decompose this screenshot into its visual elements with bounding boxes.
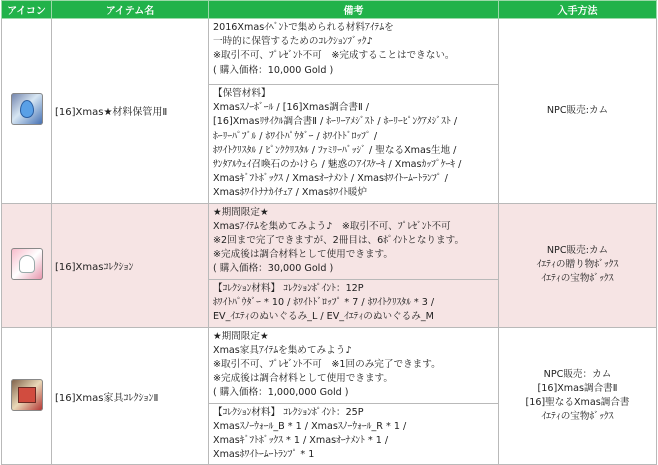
materials-line: Xmasﾎﾜｲﾄﾅﾅｶｲﾁｪｱ / Xmasﾎﾜｲﾄ暖炉 (213, 187, 368, 199)
materials-line: EV_ｲｴﾃｨのぬいぐるみ_L / EV_ｲｴﾃｨのぬいぐるみ_M (213, 311, 434, 323)
remarks-line: Xmasｱｲﾃﾑを集めてみよう♪ ※取引不可、ﾌﾟﾚｾﾞﾝﾄ不可 (213, 220, 451, 232)
method-line: NPC販売：カム (543, 369, 612, 381)
remarks-line: ★期間限定★ (213, 206, 269, 218)
materials-line: Xmasﾎﾜｲﾄｰﾑｰﾄﾗﾝﾌﾟ * 1 (213, 449, 315, 461)
remarks-summary (209, 19, 499, 85)
header-remarks: 備考 (209, 1, 499, 19)
remarks-line: Xmas家具ｱｲﾃﾑを集めてみよう♪ (213, 344, 352, 356)
item-name[interactable]: [16]Xmas★材料保管用Ⅱ (52, 19, 209, 204)
materials-line: Xmasｷﾞﾌﾄﾎﾞｯｸｽ * 1 / Xmasｵｰﾅﾒﾝﾄ * 1 / (213, 435, 389, 447)
remarks-line: ※取引不可、ﾌﾟﾚｾﾞﾝﾄ不可 ※完成することはできない。 (213, 50, 455, 62)
item-name[interactable]: [16]Xmas家具ｺﾚｸｼｮﾝⅡ (52, 327, 209, 465)
remarks-line: ※完成後は調合材料として使用できます。 (213, 373, 393, 385)
remarks-line: ( 購入価格：1,000,000 Gold ) (213, 387, 349, 399)
table-header-row (2, 1, 657, 19)
table-row (2, 19, 657, 85)
remarks-line: 2016Xmasｲﾍﾞﾝﾄで集められる材料ｱｲﾃﾑを (213, 22, 394, 33)
materials-line: ﾎｰﾘｰﾊﾟﾌﾞﾙ / ﾎﾜｲﾄﾊﾟｳﾀﾞｰ / ﾎﾜｲﾄﾄﾞﾛｯﾌﾟ / (213, 130, 378, 142)
remarks-line: ★期間限定★ (213, 330, 269, 342)
materials-list (209, 279, 499, 327)
materials-line: [16]Xmasﾘｻｲｸﾙ調合書Ⅱ / ﾎｰﾘｰｱﾒｼﾞｽﾄ / ﾎｰﾘｰﾋﾟﾝｸｱﾒｼﾞｽﾄ / (213, 116, 458, 128)
acquisition-method (499, 327, 657, 465)
method-line: NPC販売:カム (546, 104, 609, 116)
remarks-line: ( 購入価格：30,000 Gold ) (213, 263, 334, 275)
materials-line: ﾎﾜｲﾄﾊﾟｳﾀﾞｰ * 10 / ﾎﾜｲﾄﾄﾞﾛｯﾌﾟ * 7 / ﾎﾜｲﾄｸﾘｽﾀﾙ * 3 / (213, 296, 435, 308)
materials-line: 【ｺﾚｸｼｮﾝ材料】 ｺﾚｸｼｮﾝﾎﾟｲﾝﾄ：25P (213, 406, 364, 418)
materials-line: ﾎﾜｲﾄｸﾘｽﾀﾙ / ﾋﾟﾝｸｸﾘｽﾀﾙ / ﾌｧﾐﾘｰﾊﾞｯｼﾞ / 聖なるXmas生地 / (213, 144, 457, 156)
method-line: [16]Xmas調合書Ⅱ (537, 383, 618, 395)
icon-cell (2, 327, 52, 465)
acquisition-method (499, 203, 657, 327)
snow-ghost-icon (11, 248, 43, 280)
remarks-line: ( 購入価格：10,000 Gold ) (213, 64, 334, 76)
furniture-box-icon (11, 379, 43, 411)
table-row (2, 203, 657, 279)
remarks-summary (209, 203, 499, 279)
item-name[interactable]: [16]Xmasｺﾚｸｼｮﾝ (52, 203, 209, 327)
method-line: ｲｴﾃｨの宝物ﾎﾞｯｸｽ (541, 411, 614, 423)
materials-list (209, 403, 499, 465)
remarks-summary (209, 327, 499, 403)
remarks-line: ※取引不可、ﾌﾟﾚｾﾞﾝﾄ不可 ※1回のみ完了できます。 (213, 359, 441, 371)
header-icon: アイコン (2, 1, 52, 19)
method-line: [16]聖なるXmas調合書 (525, 397, 630, 409)
icon-cell (2, 203, 52, 327)
header-acquisition: 入手方法 (499, 1, 657, 19)
remarks-line: 一時的に保管するためのｺﾚｸｼｮﾝﾌﾞｯｸ♪ (213, 36, 373, 48)
materials-line: Xmasｽﾉｰｳｫｰﾙ_B * 1 / Xmasｽﾉｰｳｫｰﾙ_R * 1 / (213, 420, 407, 432)
item-table (1, 0, 657, 465)
materials-line: Xmasｷﾞﾌﾄﾎﾞｯｸｽ / Xmasｵｰﾅﾒﾝﾄ / Xmasﾎﾜｲﾄｰﾑｰﾄﾗﾝﾌﾟ / (213, 173, 448, 185)
method-line: NPC販売:カム (546, 245, 609, 257)
materials-list (209, 85, 499, 204)
header-item-name: アイテム名 (52, 1, 209, 19)
icon-cell (2, 19, 52, 204)
materials-line: 【保管材料】 (213, 88, 271, 99)
remarks-line: ※完成後は調合材料として使用できます。 (213, 249, 393, 261)
table-row (2, 327, 657, 403)
method-line: ｲｴﾃｨの宝物ﾎﾞｯｸｽ (541, 273, 614, 285)
materials-line: Xmasｽﾉｰﾎﾞｰﾙ / [16]Xmas調合書Ⅱ / (213, 102, 369, 114)
acquisition-method (499, 19, 657, 204)
materials-line: ｻﾝﾀｱﾙｳｪｲ召喚石のかけら / 魅惑のｱｲｽｹｰｷ / Xmasｶｯﾌﾟｹｰｷ / (213, 159, 462, 171)
water-drop-icon (11, 93, 43, 125)
remarks-line: ※2回まで完了できますが、2冊目は、6ﾎﾟｲﾝﾄとなります。 (213, 235, 465, 247)
method-line: ｲｴﾃｨの贈り物ﾎﾞｯｸｽ (536, 259, 619, 271)
materials-line: 【ｺﾚｸｼｮﾝ材料】 ｺﾚｸｼｮﾝﾎﾟｲﾝﾄ：12P (213, 282, 364, 294)
